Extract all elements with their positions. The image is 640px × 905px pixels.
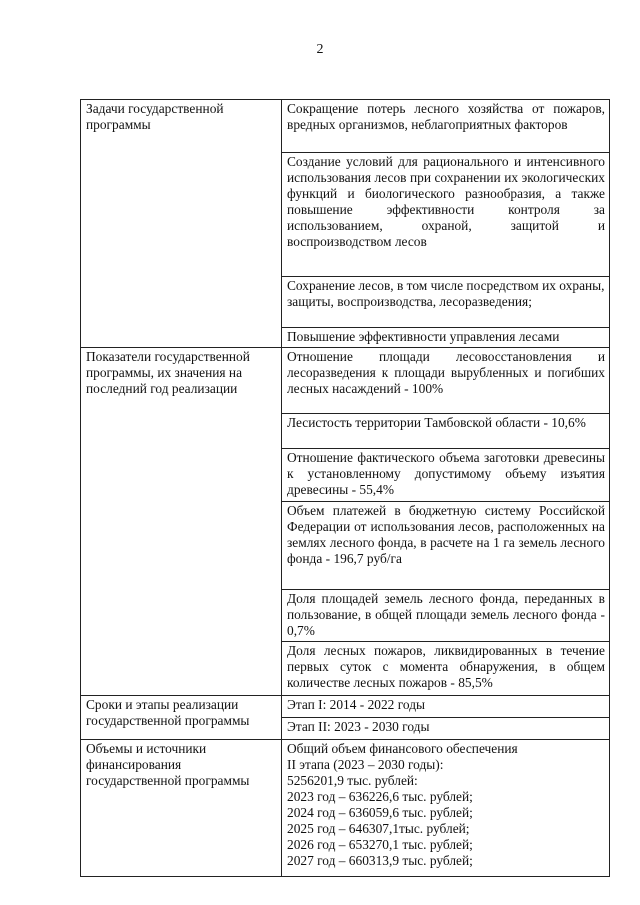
indicator-item: Отношение фактического объема заготовки древесины к установленному допустимому объему изъятия древесины - 55,4% bbox=[282, 449, 610, 502]
funding-line: 5256201,9 тыс. рублей: bbox=[287, 773, 418, 788]
program-passport-table bbox=[80, 99, 610, 877]
page-number: 2 bbox=[316, 42, 324, 57]
funding-line: 2024 год – 636059,6 тыс. рублей; bbox=[287, 805, 473, 820]
funding-line: 2026 год – 653270,1 тыс. рублей; bbox=[287, 837, 473, 852]
table-row bbox=[81, 740, 610, 877]
funding-line: II этапа (2023 – 2030 годы): bbox=[287, 757, 444, 772]
funding-line: 2023 год – 636226,6 тыс. рублей; bbox=[287, 789, 473, 804]
task-item: Сохранение лесов, в том числе посредством их охраны, защиты, воспроизводства, лесоразведения; bbox=[282, 277, 610, 328]
task-item: Повышение эффективности управления лесами bbox=[282, 328, 610, 348]
table-row bbox=[81, 696, 610, 718]
funding-line: 2027 год – 660313,9 тыс. рублей; bbox=[287, 853, 473, 868]
funding-line: Общий объем финансового обеспечения bbox=[287, 741, 518, 756]
funding-details bbox=[282, 740, 610, 877]
funding-label: Объемы и источники финансирования государственной программы bbox=[81, 740, 282, 877]
table-row bbox=[81, 348, 610, 414]
term-item: Этап I: 2014 - 2022 годы bbox=[282, 696, 610, 718]
task-item: Сокращение потерь лесного хозяйства от пожаров, вредных организмов, неблагоприятных факторов bbox=[282, 100, 610, 153]
indicator-item: Объем платежей в бюджетную систему Российской Федерации от использования лесов, расположенных на землях лесного фонда, в расчете на 1 га земель лесного фонда - 196,7 руб/га bbox=[282, 502, 610, 590]
tasks-label: Задачи государственной программы bbox=[81, 100, 282, 348]
table-row bbox=[81, 100, 610, 153]
funding-line: 2025 год – 646307,1тыс. рублей; bbox=[287, 821, 470, 836]
indicator-item: Отношение площади лесовосстановления и лесоразведения к площади вырубленных и погибших лесных насаждений - 100% bbox=[282, 348, 610, 414]
indicator-item: Доля лесных пожаров, ликвидированных в течение первых суток с момента обнаружения, в общем количестве лесных пожаров - 85,5% bbox=[282, 642, 610, 696]
indicator-item: Доля площадей земель лесного фонда, переданных в пользование, в общей площади земель лесного фонда - 0,7% bbox=[282, 590, 610, 642]
indicators-label: Показатели государственной программы, их значения на последний год реализации bbox=[81, 348, 282, 696]
term-item: Этап II: 2023 - 2030 годы bbox=[282, 718, 610, 740]
task-item: Создание условий для рационального и интенсивного использования лесов при сохранении их экологических функций и биологического разнообразия, а также повышение эффективности контроля за использованием, охраной, защитой и воспроизводством лесов bbox=[282, 153, 610, 277]
terms-label: Сроки и этапы реализации государственной программы bbox=[81, 696, 282, 740]
indicator-item: Лесистость территории Тамбовской области - 10,6% bbox=[282, 414, 610, 449]
